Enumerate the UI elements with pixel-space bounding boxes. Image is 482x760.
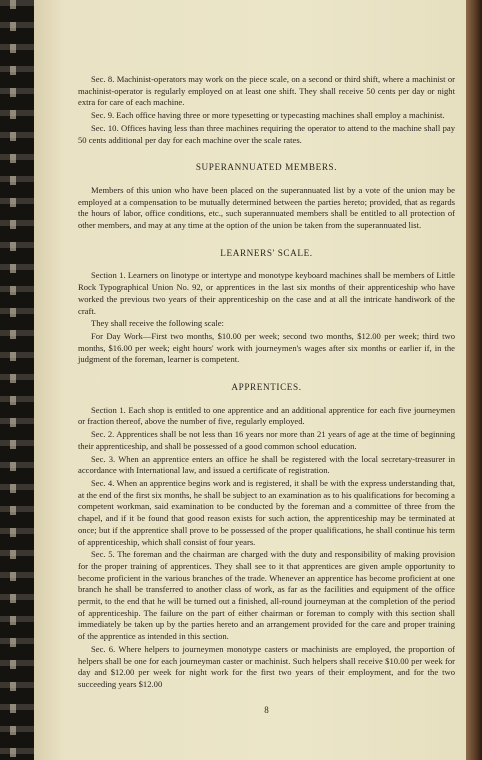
paragraph-sec-9: Sec. 9. Each office having three or more typesetting or typecasting machines shall employ a machinist. (91, 110, 445, 121)
paragraph-apprentices-sec-3: Sec. 3. When an apprentice enters an office he shall be registered with the local secretary-treasurer in accordance with International law, and issued a certificate of registration. (78, 453, 455, 476)
paragraph-apprentices-sec-6: Sec. 6. Where helpers to journeymen monotype casters or machinists are employed, the proportion of helpers shall be one for each journeyman caster or machinist. Such helpers shall receive $10.00 per week for day and $12.00 per week for night work for the first two years of their employment, and for the two succeeding years $12.00 (78, 643, 455, 689)
paragraph-apprentices-section-1: Section 1. Each shop is entitled to one apprentice and an additional apprentice for each five journeymen or fraction thereof, above the number of five, regularly employed. (78, 404, 455, 427)
paragraph-superannuated: Members of this union who have been placed on the superannuated list by a vote of the union may be employed at a compensation to be mutually determined between the parties hereto; provided, that as regards the hours of labor, office conditions, etc., such superannuated members shall be entitled to all protection of other members, and may at any time at the option of the union be taken from the superannuated list. (78, 184, 455, 231)
paragraph-apprentices-sec-2: Sec. 2. Apprentices shall be not less than 16 years nor more than 21 years of age at the time of beginning their apprenticeship, and shall be possessed of a good common school education. (78, 429, 455, 451)
paragraph-apprentices-sec-5: Sec. 5. The foreman and the chairman are charged with the duty and responsibility of making provision for the proper training of apprentices. They shall see to it that apprentices are given ample opportunity to become proficient in the various branches of the trade. Whenever an apprentice has become proficient at one branch he shall be transferred to another class of work, as far as the facilities and equipment of the office permit, to the end that he will be turned out a finished, all-round journeyman at the completion of the period of apprenticeship. The failure on the part of either chairman or foreman to comply with this section shall immediately be taken up by the parties hereto and an arrangement provided for the care and proper training of the apprentice as intended in this section. (78, 549, 455, 642)
paragraph-sec-8: Sec. 8. Machinist-operators may work on the piece scale, on a second or third shift, where a machinist or machinist-operator is regularly employed on at least one shift. They shall receive 50 cents per day or night extra for care of each machine. (78, 74, 455, 108)
page-number: 8 (264, 705, 269, 715)
paragraph-learners-section-1: Section 1. Learners on linotype or intertype and monotype keyboard machines shall be members of Little Rock Typographical Union No. 92, or apprentices in the last six months of their apprenticeship who have worked the previous two years of their apprenticeship on the case and at all the intricate handiwork of the craft. (78, 270, 455, 316)
paragraph-sec-10: Sec. 10. Offices having less than three machines requiring the operator to attend to the machine shall pay 50 cents additional per day for each machine over the scale rates. (78, 122, 455, 145)
heading-superannuated-members: SUPERANNUATED MEMBERS. (195, 162, 338, 173)
paragraph-learners-scale-intro: They shall receive the following scale: (91, 318, 224, 329)
heading-learners-scale: LEARNERS' SCALE. (220, 247, 313, 258)
paragraph-learners-day-work: For Day Work—First two months, $10.00 per week; second two months, $12.00 per week; third two months, $16.00 per week; eight hours' work with journeymen's wages after six months or earlier if, in the judgment of the foreman, learner is competent. (78, 330, 455, 365)
paragraph-apprentices-sec-4: Sec. 4. When an apprentice begins work and is registered, it shall be with the express understanding that, at the end of the first six months, he shall be subject to an examination as to his qualifications for becoming a competent workman, said examination to be conducted by the foreman and a committee of three from the chapel, and if it be found that good reason exists for such action, the apprenticeship may be terminated at once; but if the apprentice shall prove to be possessed of the proper qualifications, he shall continue his term of apprenticeship, which shall consist of four years. (78, 477, 455, 547)
book-spine-binding (0, 0, 34, 760)
heading-apprentices: APPRENTICES. (231, 382, 302, 393)
page-text (78, 74, 455, 691)
book-cover-edge (466, 0, 482, 760)
